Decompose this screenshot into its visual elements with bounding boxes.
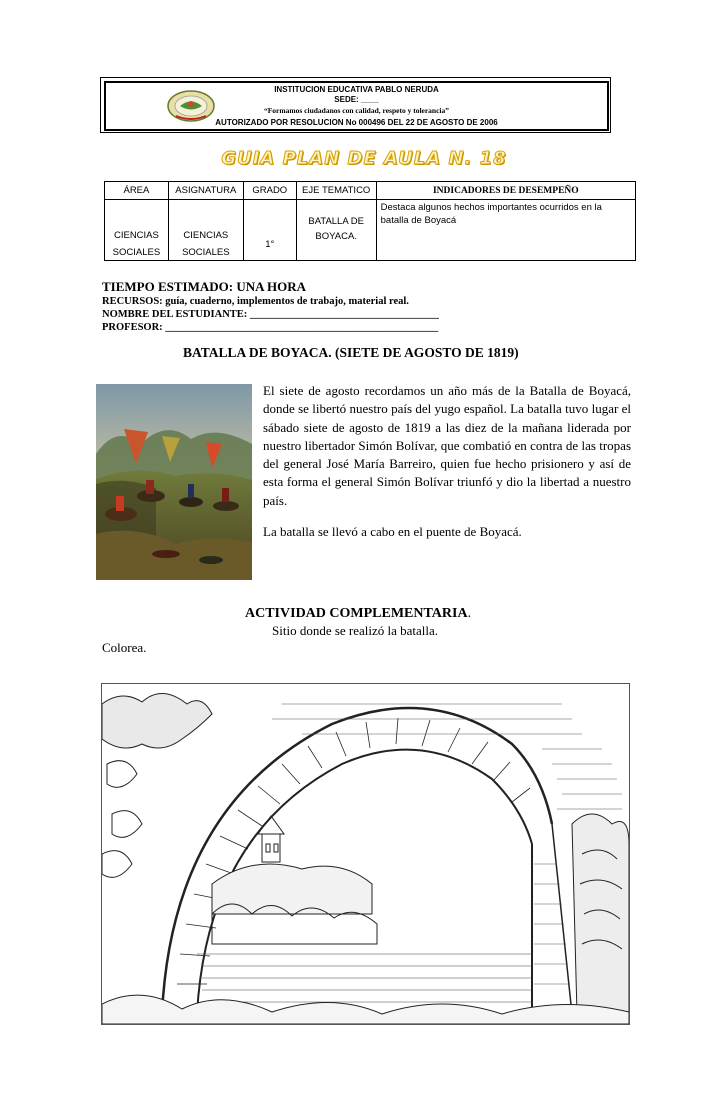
asignatura-line2: SOCIALES — [182, 247, 230, 258]
bridge-coloring-drawing — [101, 683, 630, 1025]
cell-eje — [296, 200, 376, 261]
reading-paragraph-2: La batalla se llevó a cabo en el puente de Boyacá. — [263, 524, 522, 539]
nombre-estudiante: NOMBRE DEL ESTUDIANTE: ____________________________________ — [102, 309, 439, 320]
area-line1: CIENCIAS — [113, 230, 159, 241]
activity-title: ACTIVIDAD COMPLEMENTARIA. — [245, 606, 472, 621]
recursos: RECURSOS: guía, cuaderno, implementos de trabajo, material real. — [102, 296, 409, 307]
reading-title: BATALLA DE BOYACA. (SIETE DE AGOSTO DE 1819) — [183, 345, 519, 360]
eje-line1: BATALLA DE — [308, 216, 364, 227]
grado-value: 1° — [265, 239, 275, 250]
battle-painting-image — [96, 384, 252, 580]
header-sede: SEDE: ____ — [334, 95, 379, 104]
header-motto: “Formamos ciudadanos con calidad, respeto y tolerancia” — [263, 106, 450, 115]
header-box — [104, 81, 609, 131]
plan-table — [104, 181, 636, 261]
activity-subtitle: Sitio donde se realizó la batalla. — [272, 623, 439, 638]
header-asignatura: ASIGNATURA — [168, 182, 243, 200]
colorea-instruction: Colorea. — [102, 640, 147, 655]
cell-grado — [243, 200, 296, 261]
activity-title-text: ACTIVIDAD COMPLEMENTARIA — [245, 606, 468, 621]
header-grado: GRADO — [243, 182, 296, 200]
cell-indicadores — [376, 200, 635, 261]
profesor: PROFESOR: ____________________________________________________ — [102, 322, 439, 333]
table-row — [105, 200, 636, 261]
header-indicadores: INDICADORES DE DESEMPEÑO — [376, 182, 635, 200]
asignatura-line1: CIENCIAS — [183, 230, 229, 241]
table-header-row — [105, 182, 636, 200]
header-area: ÁREA — [105, 182, 169, 200]
header-resolution: AUTORIZADO POR RESOLUCION No 000496 DEL 22 DE AGOSTO DE 2006 — [215, 118, 498, 127]
cell-area — [105, 200, 169, 261]
area-line2: SOCIALES — [112, 247, 161, 258]
header-eje-tematico: EJE TEMATICO — [296, 182, 376, 200]
guide-title: GUIA PLAN DE AULA N. 18 — [221, 148, 507, 169]
indicadores-text: Destaca algunos hechos importantes ocurridos en la batalla de Boyacá — [380, 202, 602, 226]
header-institution: INSTITUCION EDUCATIVA PABLO NERUDA — [274, 85, 439, 94]
tiempo-estimado: TIEMPO ESTIMADO: UNA HORA — [102, 279, 307, 294]
eje-line2: BOYACA. — [315, 231, 357, 242]
cell-asignatura — [168, 200, 243, 261]
reading-paragraph: El siete de agosto recordamos un año más de la Batalla de Boyacá, donde se libertó nuestro país del yugo español. La batalla tuvo lugar el sábado siete de agosto de 1819 a las diez de la mañana liderada por nuestro libertador Simón Bolívar, que combatió en contra de las tropas del general José María Barreiro, quien fue hecho prisionero y así de esta forma el general Simón Bolívar triunfó y dio la libertad a nuestro país. — [263, 383, 631, 508]
